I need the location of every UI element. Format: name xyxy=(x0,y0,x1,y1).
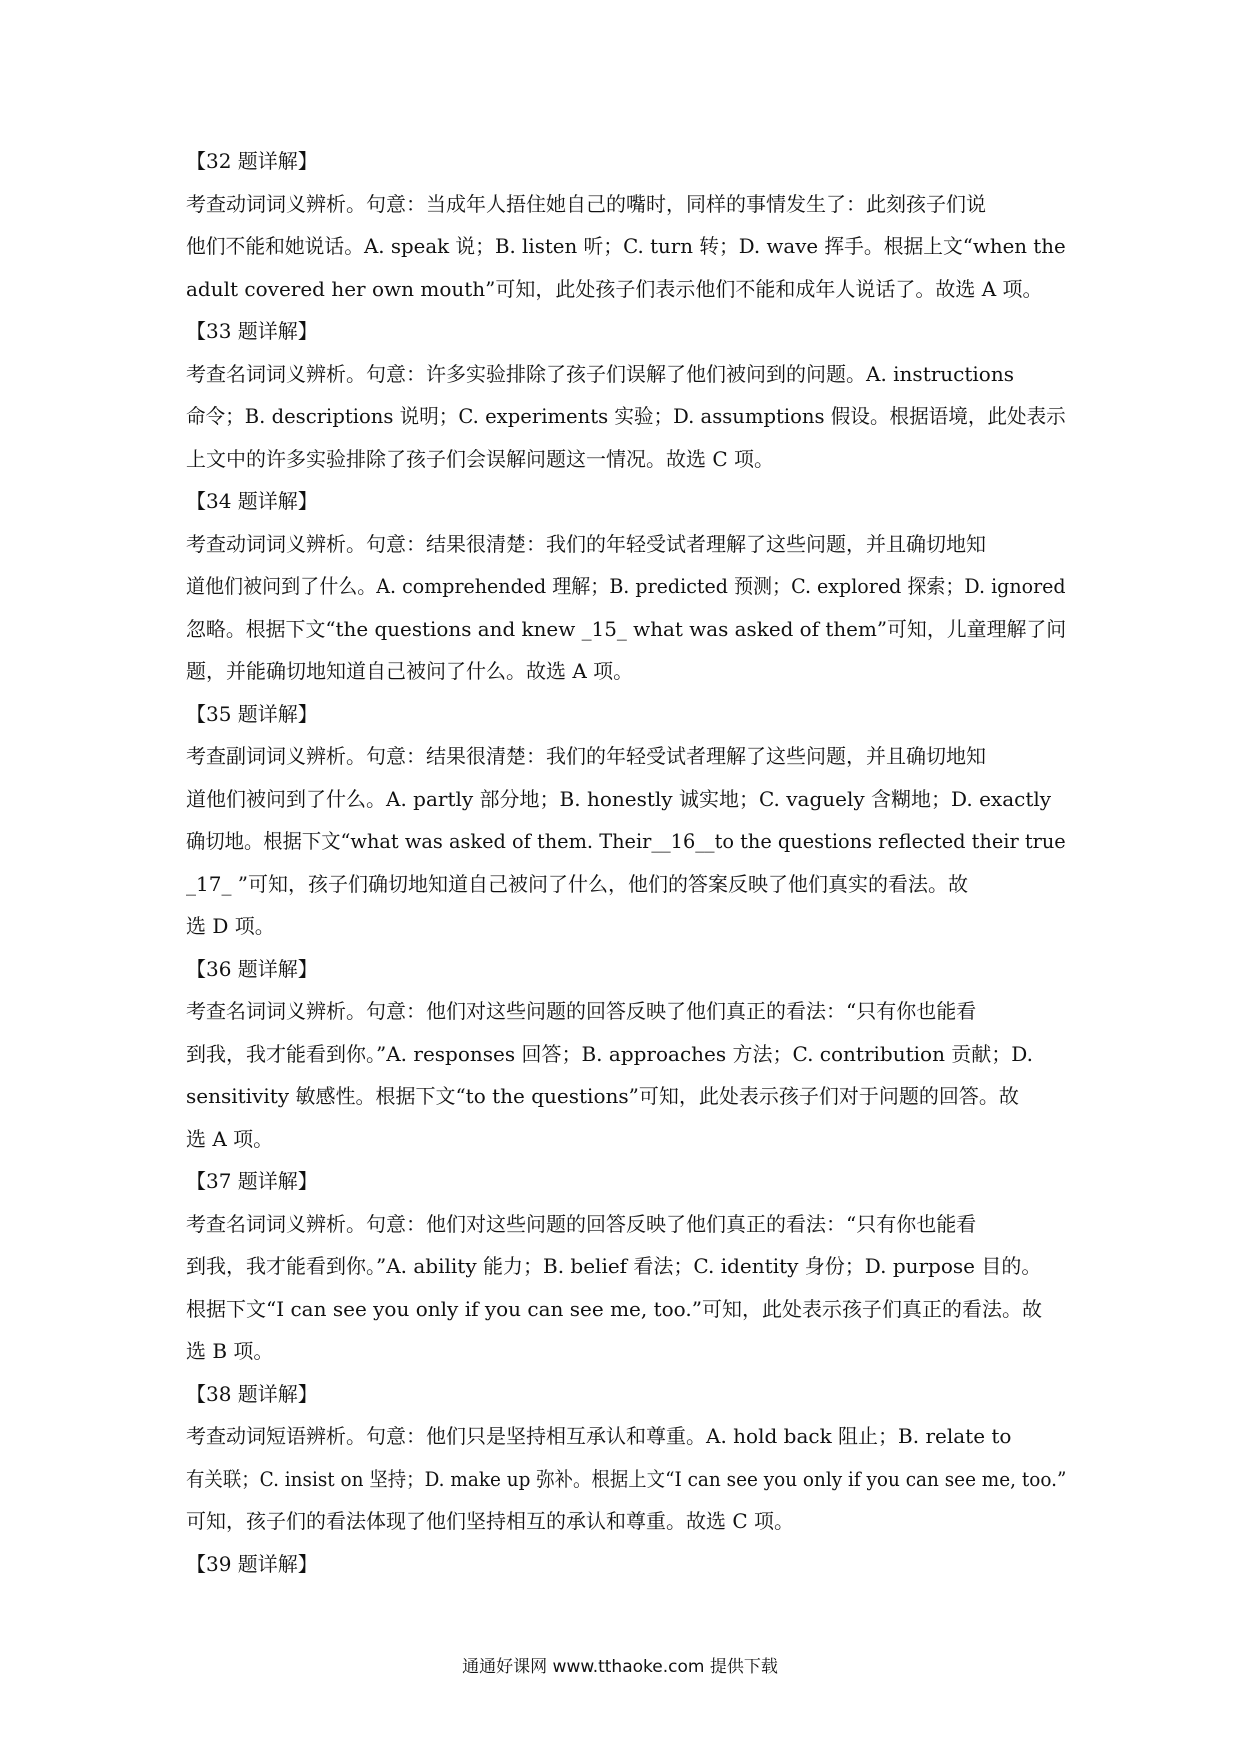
section-heading: 【33 题详解】 xyxy=(186,319,318,343)
text-line: 可知，孩子们的看法体现了他们坚持相互的承认和尊重。故选 C 项。 xyxy=(186,1509,795,1533)
text-line: 根据下文“I can see you only if you can see me, too.”可知，此处表示孩子们真正的看法。故 xyxy=(186,1296,1042,1321)
page-footer: 通通好课网 www.tthaoke.com 提供下载 xyxy=(462,1657,778,1677)
text-line: 有关联；C. insist on 坚持；D. make up 弥补。根据上文“I can see you only if you can see me, too.” xyxy=(186,1466,1067,1491)
text-line: 确切地。根据下文“what was asked of them. Their__16__to the questions reflected their true xyxy=(186,829,1066,853)
section-heading: 【35 题详解】 xyxy=(186,701,318,726)
text-line: 命令；B. descriptions 说明；C. experiments 实验；D. assumptions 假设。根据语境，此处表示 xyxy=(186,404,1066,428)
text-line: adult covered her own mouth”可知，此处孩子们表示他们不能和成年人说话了。故选 A 项。 xyxy=(186,276,1043,301)
text-line: 上文中的许多实验排除了孩子们会误解问题这一情况。故选 C 项。 xyxy=(186,446,775,471)
text-line: 忽略。根据下文“the questions and knew _15_ what was asked of them”可知，儿童理解了问 xyxy=(186,616,1067,641)
section-heading: 【32 题详解】 xyxy=(186,149,318,173)
text-line: 考查动词词义辨析。句意：结果很清楚：我们的年轻受试者理解了这些问题，并且确切地知 xyxy=(186,531,986,556)
section-heading: 【36 题详解】 xyxy=(186,956,318,981)
text-line: 考查名词词义辨析。句意：他们对这些问题的回答反映了他们真正的看法：“只有你也能看 xyxy=(186,1211,977,1236)
section-heading: 【38 题详解】 xyxy=(186,1381,318,1406)
text-line: 到我，我才能看到你。”A. responses 回答；B. approaches 方法；C. contribution 贡献；D. xyxy=(186,1041,1033,1066)
text-line: 道他们被问到了什么。A. partly 部分地；B. honestly 诚实地；C. vaguely 含糊地；D. exactly xyxy=(186,786,1052,811)
text-line: _17_ ”可知，孩子们确切地知道自己被问了什么，他们的答案反映了他们真实的看法。故 xyxy=(186,871,969,896)
text-line: 选 B 项。 xyxy=(186,1339,274,1363)
text-line: sensitivity 敏感性。根据下文“to the questions”可知，此处表示孩子们对于问题的回答。故 xyxy=(186,1084,1019,1108)
section-heading: 【37 题详解】 xyxy=(186,1169,318,1193)
text-line: 选 A 项。 xyxy=(186,1126,274,1151)
text-line: 考查副词词义辨析。句意：结果很清楚：我们的年轻受试者理解了这些问题，并且确切地知 xyxy=(186,744,986,768)
text-line: 道他们被问到了什么。A. comprehended 理解；B. predicted 预测；C. explored 探索；D. ignored xyxy=(186,574,1066,598)
text-line: 考查动词短语辨析。句意：他们只是坚持相互承认和尊重。A. hold back 阻止；B. relate to xyxy=(186,1424,1012,1448)
text-line: 考查名词词义辨析。句意：许多实验排除了孩子们误解了他们被问到的问题。A. instructions xyxy=(186,361,1014,386)
text-line: 考查名词词义辨析。句意：他们对这些问题的回答反映了他们真正的看法：“只有你也能看 xyxy=(186,999,977,1023)
section-heading: 【39 题详解】 xyxy=(186,1551,318,1576)
text-line: 选 D 项。 xyxy=(186,914,275,938)
text-line: 他们不能和她说话。A. speak 说；B. listen 听；C. turn 转；D. wave 挥手。根据上文“when the xyxy=(186,234,1066,258)
text-line: 题，并能确切地知道自己被问了什么。故选 A 项。 xyxy=(186,659,634,683)
text-line: 考查动词词义辨析。句意：当成年人捂住她自己的嘴时，同样的事情发生了：此刻孩子们说 xyxy=(186,191,986,216)
text-line: 到我，我才能看到你。”A. ability 能力；B. belief 看法；C. identity 身份；D. purpose 目的。 xyxy=(186,1254,1042,1278)
section-heading: 【34 题详解】 xyxy=(186,489,318,513)
document-body xyxy=(186,140,1066,1585)
